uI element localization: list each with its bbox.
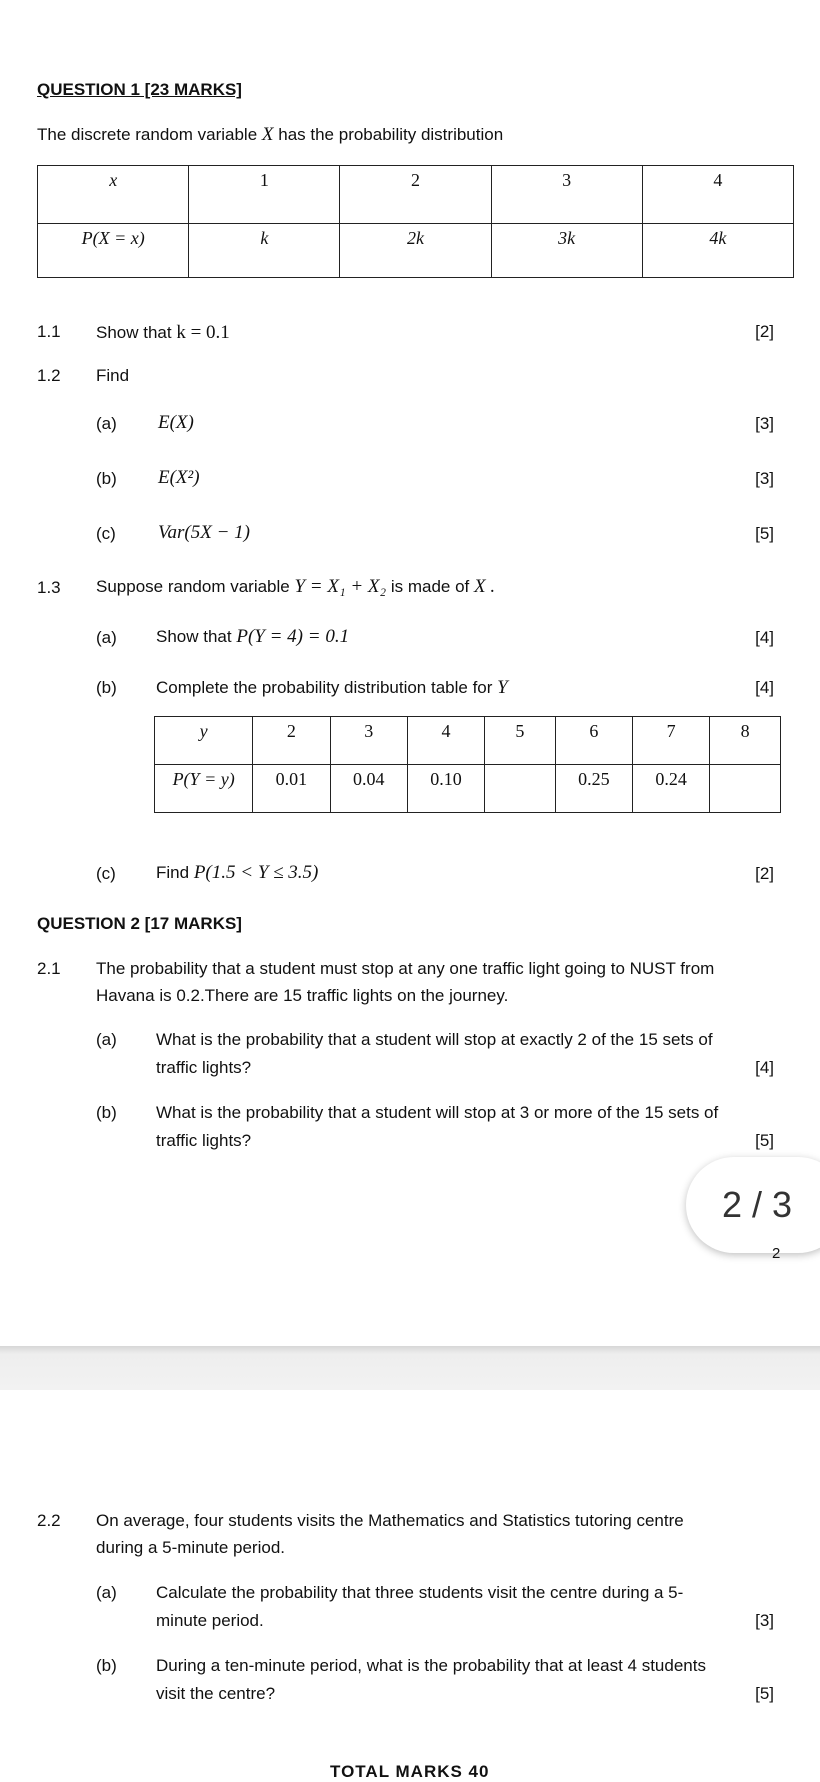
item-1-2-number: 1.2 (37, 366, 61, 385)
item-1-1-number: 1.1 (37, 322, 61, 341)
item-2-1b-letter: (b) (96, 1103, 117, 1122)
table-cell: 2 (340, 166, 491, 224)
table-cell: 0.10 (407, 765, 484, 813)
item-2-1-number: 2.1 (37, 959, 61, 978)
q1-intro-var: X (261, 124, 274, 145)
item-1-3a-marks: [4] (755, 628, 774, 647)
item-1-3b-marks: [4] (755, 678, 774, 697)
item-2-1a-line2: traffic lights? (156, 1058, 252, 1077)
table-cell: 4 (407, 717, 484, 765)
item-2-1a-letter: (a) (96, 1030, 117, 1049)
table-cell: 5 (485, 717, 556, 765)
item-1-1-marks: [2] (755, 322, 774, 341)
table-cell: 3 (330, 717, 407, 765)
item-1-3-text (96, 576, 495, 598)
item-1-3b-letter: (b) (96, 678, 117, 697)
item-2-2a-line1: Calculate the probability that three students visit the centre during a 5- (156, 1583, 684, 1602)
table-cell: 2 (253, 717, 330, 765)
item-1-2b-math: E(X²) (158, 467, 200, 488)
item-1-3-label: Suppose random variable (96, 577, 290, 596)
item-1-2a-marks: [3] (755, 414, 774, 433)
table-cell: 0.24 (633, 765, 710, 813)
table-cell: 1 (189, 166, 340, 224)
item-1-3b-text (156, 677, 508, 699)
item-1-3-math: Y = X₁ + X₂ (294, 576, 387, 597)
page-indicator: 2 / 3 (686, 1157, 820, 1253)
table-header-cell: y (155, 717, 253, 765)
item-2-2b-line1: During a ten-minute period, what is the probability that at least 4 students (156, 1656, 706, 1675)
item-1-3c-math: P(1.5 < Y ≤ 3.5) (193, 862, 319, 883)
table-cell: k (189, 224, 340, 278)
item-1-2a-letter: (a) (96, 414, 117, 433)
item-1-3-tail: is made of (390, 577, 470, 596)
table-cell: 0.04 (330, 765, 407, 813)
item-1-3a-text (156, 626, 349, 648)
table-cell: 0.25 (555, 765, 632, 813)
item-2-1b-line1: What is the probability that a student will stop at 3 or more of the 15 sets of (156, 1103, 719, 1122)
item-1-1-label: Show that (96, 323, 172, 342)
item-1-2c-math: Var(5X − 1) (158, 522, 250, 543)
item-2-1-line1: The probability that a student must stop at any one traffic light going to NUST from (96, 959, 715, 978)
item-2-2a-line2: minute period. (156, 1611, 264, 1630)
table-cell: 3k (491, 224, 642, 278)
item-2-2b-letter: (b) (96, 1656, 117, 1675)
page-footer-fragment: 2 (772, 1245, 781, 1262)
item-1-2b-marks: [3] (755, 469, 774, 488)
item-2-1-line2: Havana is 0.2.There are 15 traffic lights on the journey. (96, 986, 509, 1005)
item-2-2-line1: On average, four students visits the Mathematics and Statistics tutoring centre (96, 1511, 684, 1530)
table-cell: 3 (491, 166, 642, 224)
table-cell: 8 (710, 717, 781, 765)
item-1-1-text (96, 322, 230, 344)
q1-intro-tail: has the probability distribution (278, 125, 504, 144)
item-1-3c-text (156, 862, 318, 884)
item-2-1a-marks: [4] (755, 1058, 774, 1077)
item-2-1a-line1: What is the probability that a student will stop at exactly 2 of the 15 sets of (156, 1030, 713, 1049)
table-cell: 7 (633, 717, 710, 765)
item-1-3c-letter: (c) (96, 864, 116, 883)
item-1-3b-var: Y (497, 677, 508, 698)
x-distribution-table (37, 165, 794, 278)
table-cell (485, 765, 556, 813)
table-cell: 4k (642, 224, 793, 278)
table-cell: 6 (555, 717, 632, 765)
item-1-2c-marks: [5] (755, 524, 774, 543)
table-header-cell: x (38, 166, 189, 224)
table-header-cell: P(Y = y) (155, 765, 253, 813)
item-1-2c-letter: (c) (96, 524, 116, 543)
total-marks-cut: TOTAL MARKS 40 (330, 1762, 490, 1781)
item-1-3c-marks: [2] (755, 864, 774, 883)
q2-heading: QUESTION 2 [17 MARKS] (37, 914, 242, 933)
item-1-3b-label: Complete the probability distribution table for (156, 678, 493, 697)
page-divider (0, 1346, 820, 1390)
table-cell: 4 (642, 166, 793, 224)
item-1-3a-math: P(Y = 4) = 0.1 (236, 626, 350, 647)
item-2-2a-marks: [3] (755, 1611, 774, 1630)
item-2-2b-line2: visit the centre? (156, 1684, 276, 1703)
q1-heading: QUESTION 1 [23 MARKS] (37, 80, 242, 99)
item-1-3a-letter: (a) (96, 628, 117, 647)
item-2-2-line2: during a 5-minute period. (96, 1538, 286, 1557)
item-2-1b-line2: traffic lights? (156, 1131, 252, 1150)
item-1-3c-label: Find (156, 863, 190, 882)
item-1-3a-label: Show that (156, 627, 232, 646)
q1-intro (37, 124, 503, 146)
table-header-cell: P(X = x) (38, 224, 189, 278)
item-2-2b-marks: [5] (755, 1684, 774, 1703)
item-1-2b-letter: (b) (96, 469, 117, 488)
item-2-2-number: 2.2 (37, 1511, 61, 1530)
item-2-2a-letter: (a) (96, 1583, 117, 1602)
y-distribution-table (154, 716, 781, 813)
item-1-3-var: X . (474, 576, 496, 597)
table-cell: 2k (340, 224, 491, 278)
item-1-1-math: k = 0.1 (176, 322, 230, 343)
item-1-2a-math: E(X) (158, 412, 194, 433)
q1-intro-text: The discrete random variable (37, 125, 258, 144)
item-2-1b-marks: [5] (755, 1131, 774, 1150)
item-1-2-text: Find (96, 366, 130, 385)
table-cell (710, 765, 781, 813)
item-1-3-number: 1.3 (37, 578, 61, 597)
table-cell: 0.01 (253, 765, 330, 813)
